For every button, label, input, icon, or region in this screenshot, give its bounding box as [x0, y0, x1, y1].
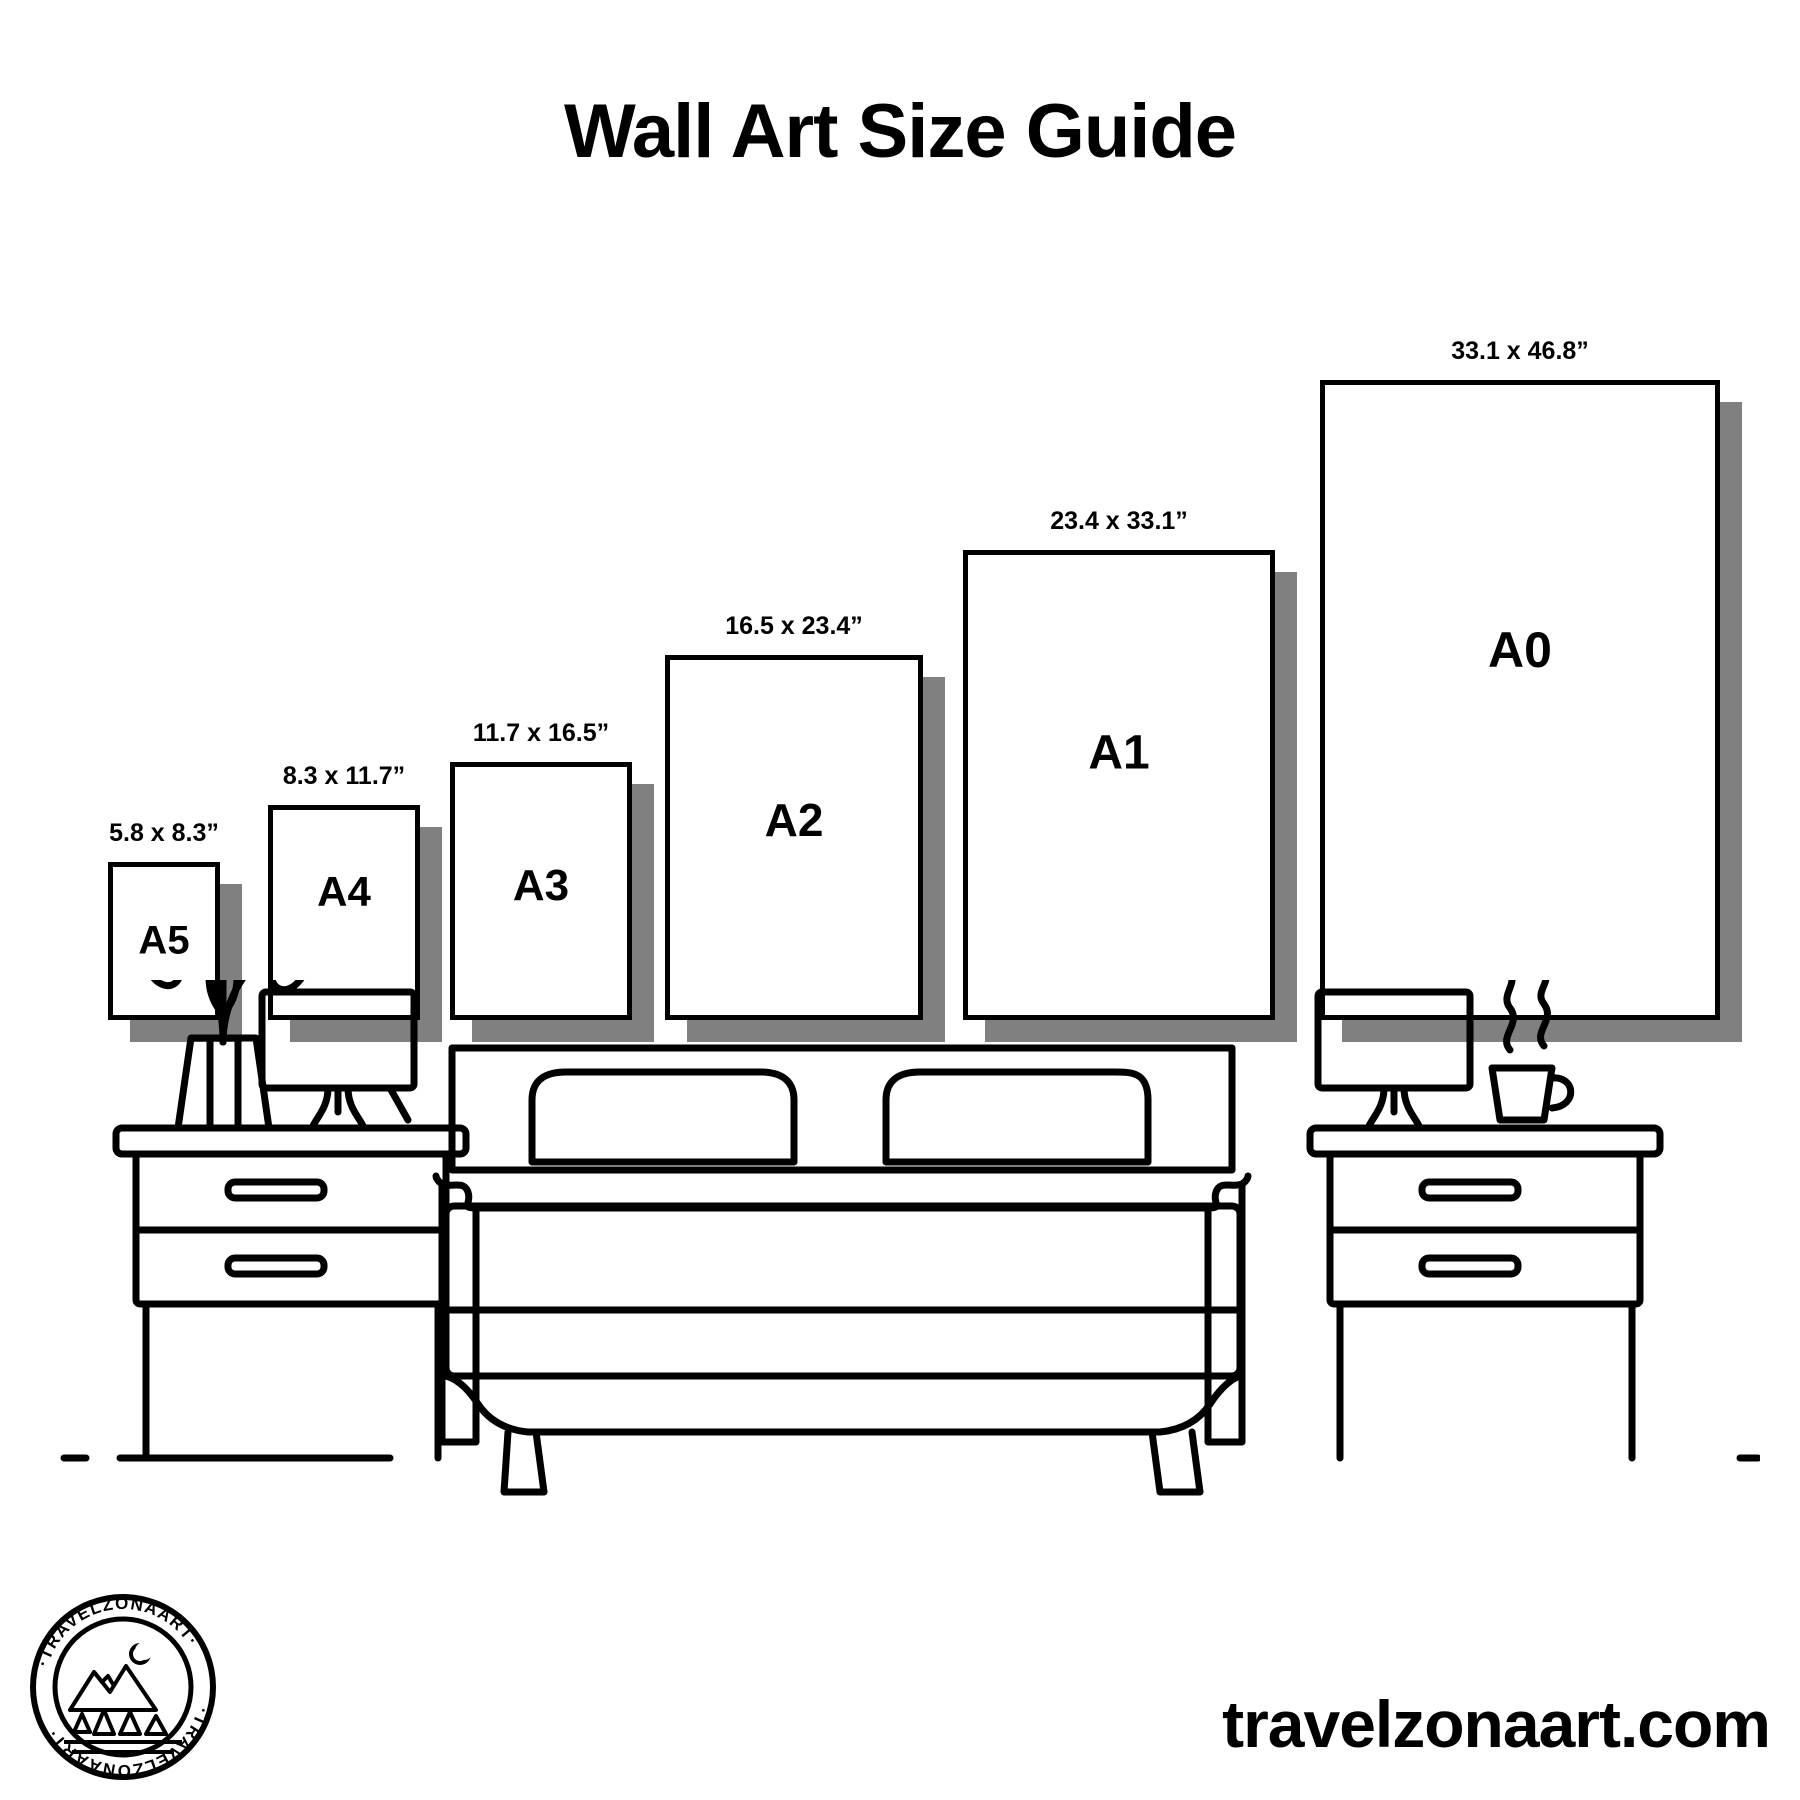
frame-box[interactable]: [963, 550, 1275, 1020]
frame-group-a2[interactable]: [665, 612, 923, 1020]
table-lamp-left-icon: [262, 992, 414, 1128]
frame-dimension-label: 33.1 x 46.8”: [1451, 337, 1589, 365]
frame-dimension-label: 23.4 x 33.1”: [1050, 507, 1188, 535]
frame-dimension-label: 5.8 x 8.3”: [109, 819, 219, 847]
frame-box[interactable]: [665, 655, 923, 1020]
frame-name-label: A3: [512, 861, 570, 911]
frame-name-label: A2: [764, 793, 824, 846]
nightstand-left-icon: [116, 1128, 466, 1458]
frame-size-row: [0, 280, 1800, 1020]
nightstand-right-icon: [1310, 1128, 1660, 1458]
svg-text:·TRAVELZONAART·: [33, 1594, 203, 1669]
coffee-cup-icon: [1476, 980, 1571, 1128]
bedroom-illustration: [60, 980, 1760, 1530]
website-url[interactable]: travelzonaart.com: [1222, 1687, 1770, 1761]
frame-group-a1[interactable]: [963, 507, 1275, 1020]
table-lamp-right-icon: [1318, 992, 1470, 1128]
brand-arc-text-top: ·TRAVELZONAART·: [33, 1593, 203, 1669]
frame-name-label: A0: [1488, 621, 1552, 678]
frame-dimension-label: 8.3 x 11.7”: [282, 762, 406, 790]
frame-name-label: A5: [138, 918, 190, 963]
brand-arc-text-bottom: ·TRAVELZONAART·: [43, 1705, 213, 1781]
frame-dimension-label: 16.5 x 23.4”: [725, 612, 863, 640]
frame-name-label: A1: [1088, 726, 1150, 780]
frame-box[interactable]: [1320, 380, 1720, 1020]
plant-vase-icon: [147, 980, 306, 1128]
frame-dimension-label: 11.7 x 16.5”: [472, 719, 610, 747]
bed-icon: [436, 1048, 1248, 1492]
frame-group-a0[interactable]: [1320, 337, 1720, 1020]
frame-name-label: A4: [317, 868, 371, 915]
brand-logo[interactable]: [28, 1592, 218, 1782]
page-title: Wall Art Size Guide: [563, 89, 1237, 174]
